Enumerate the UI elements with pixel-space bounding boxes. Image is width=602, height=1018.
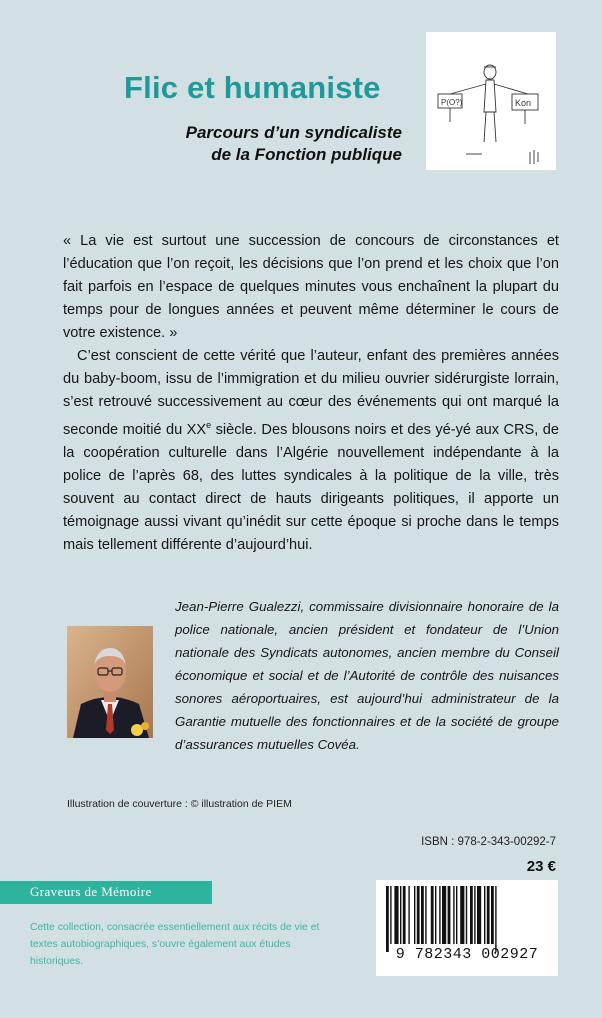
barcode-bar — [477, 886, 481, 944]
barcode-bar — [470, 886, 473, 944]
barcode-bar — [474, 886, 475, 944]
barcode-bar — [442, 886, 446, 944]
series-description: Cette collection, consacrée essentiellement aux récits de vie et textes autobiographiques, s’ouvre également aux études historiques. — [30, 922, 320, 967]
blurb-paragraph-1: « La vie est surtout une succession de concours de circonstances et l’éducation que l’on reçoit, les décisions que l’on prend et les choix que l’on fait parfois en l’espace de quelques minutes vous enchaînent la plupart du temps pour de longues années et peuvent même déterminer le cours de votre existence. » — [63, 233, 559, 341]
subtitle-line-1: Parcours d’un syndicaliste — [185, 123, 402, 142]
sign-left-text: P(O?) — [441, 98, 463, 107]
barcode-bar — [484, 886, 485, 944]
book-subtitle — [140, 122, 402, 166]
author-portrait — [67, 626, 153, 738]
barcode-bar — [394, 886, 398, 944]
price: 23 € — [526, 858, 556, 875]
sign-right-text: Kon — [515, 98, 532, 108]
barcode-bar — [431, 886, 434, 944]
century-superscript: e — [206, 420, 212, 430]
barcode-digits: 9 782343 002927 — [395, 946, 539, 963]
barcode-bar — [439, 886, 440, 944]
blurb-paragraph-2-start: C’est conscient de cette vérité que l’auteur, enfant des premières années du baby-boom, issu de l’immigration et du milieu ouvrier sidérurgiste lorrain, s’est retrouvé successivement au cœur des événements qui ont marqué la seconde moitié du XX — [63, 348, 559, 438]
author-bio: Jean-Pierre Gualezzi, commissaire divisionnaire honoraire de la police nationale, ancien président et fondateur de l’Union nationale des Syndicats autonomes, ancien membre du Conseil économique et social et de l’Autorité de contrôle des nuisances sonores aéroportuaires, est aujourd’hui administrateur de la Garantie mutuelle des fonctionnaires et de la société de groupe d’assurances mutuelles Covéa. — [175, 599, 559, 752]
blurb-paragraph-2-end: siècle. Des blousons noirs et des yé-yé aux CRS, de la coopération culturelle dans l’Algérie nouvellement indépendante à la police de l’après 68, des luttes syndicales à la politique de la ville, très souvent au contact direct de hauts dirigeants politiques, il apporte un témoignage aussi vivant qu’inédit sur cette époque si proche dans le temps mais tellement différente d’aujourd’hui. — [63, 421, 559, 553]
barcode-bar — [491, 886, 494, 944]
barcode-bar — [487, 886, 490, 944]
blurb-paragraph-2 — [63, 345, 559, 557]
barcode-bar — [390, 886, 391, 944]
barcode-bar — [414, 886, 415, 944]
barcode-bar — [417, 886, 420, 944]
barcode-bar — [435, 886, 436, 944]
barcode-bar — [386, 886, 389, 952]
barcode-bar — [403, 886, 406, 944]
barcode-bar — [400, 886, 401, 944]
barcode-bar — [448, 886, 451, 944]
barcode-bar — [456, 886, 457, 944]
cover-illustration — [426, 32, 556, 170]
book-title: Flic et humaniste — [124, 70, 381, 105]
sketch-drawing — [426, 32, 556, 170]
barcode-bar — [460, 886, 464, 944]
subtitle-line-2: de la Fonction publique — [211, 145, 402, 164]
back-cover-blurb — [63, 230, 559, 557]
series-name: Graveurs de Mémoire — [30, 884, 152, 899]
illustration-credit: Illustration de couverture : © illustration de PIEM — [67, 798, 292, 810]
barcode-bar — [425, 886, 426, 944]
author-photo — [67, 626, 153, 738]
barcode-bar — [466, 886, 467, 944]
barcode-bar — [408, 886, 409, 944]
barcode-bar — [453, 886, 454, 944]
isbn: ISBN : 978-2-343-00292-7 — [421, 836, 556, 848]
barcode-bar — [495, 886, 496, 952]
barcode-bar — [421, 886, 424, 944]
